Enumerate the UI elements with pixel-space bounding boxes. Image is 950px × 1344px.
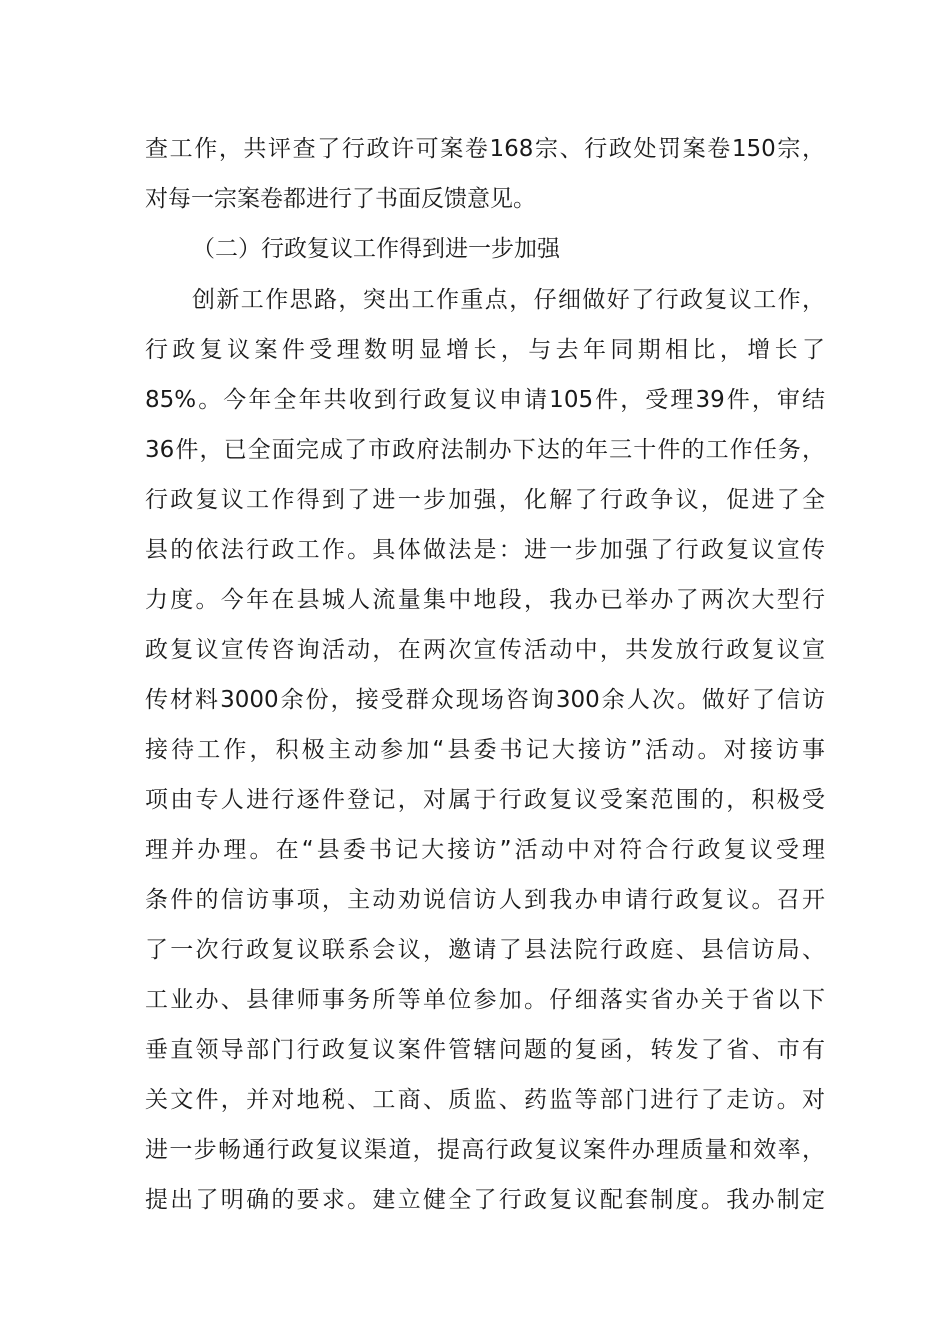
text-line-2: 对每一宗案卷都进行了书面反馈意见。 <box>145 186 536 212</box>
text-line-1: 查工作，共评查了行政许可案卷168宗、行政处罚案卷150宗， <box>145 136 825 162</box>
text-line-6: 85%。今年全年共收到行政复议申请105件，受理39件，审结 <box>145 387 825 413</box>
text-line-15: 理并办理。在“县委书记大接访”活动中对符合行政复议受理 <box>145 837 825 863</box>
text-line-19: 垂直领导部门行政复议案件管辖问题的复函，转发了省、市有 <box>145 1037 825 1063</box>
text-line-13: 接待工作，积极主动参加“县委书记大接访”活动。对接访事 <box>145 737 825 763</box>
text-line-16: 条件的信访事项，主动劝说信访人到我办申请行政复议。召开 <box>145 887 825 913</box>
section-heading: （二）行政复议工作得到进一步加强 <box>192 236 560 262</box>
text-line-11: 政复议宣传咨询活动，在两次宣传活动中，共发放行政复议宣 <box>145 637 825 663</box>
text-line-8: 行政复议工作得到了进一步加强，化解了行政争议，促进了全 <box>145 487 825 513</box>
text-line-10: 力度。今年在县城人流量集中地段，我办已举办了两次大型行 <box>145 587 825 613</box>
text-line-7: 36件，已全面完成了市政府法制办下达的年三十件的工作任务， <box>145 437 825 463</box>
text-line-17: 了一次行政复议联系会议，邀请了县法院行政庭、县信访局、 <box>145 937 825 963</box>
text-line-22: 提出了明确的要求。建立健全了行政复议配套制度。我办制定 <box>145 1187 825 1213</box>
text-line-12: 传材料3000余份，接受群众现场咨询300余人次。做好了信访 <box>145 687 825 713</box>
text-line-14: 项由专人进行逐件登记，对属于行政复议受案范围的，积极受 <box>145 787 825 813</box>
text-line-21: 进一步畅通行政复议渠道，提高行政复议案件办理质量和效率， <box>145 1137 825 1163</box>
text-line-18: 工业办、县律师事务所等单位参加。仔细落实省办关于省以下 <box>145 987 825 1013</box>
text-line-9: 县的依法行政工作。具体做法是：进一步加强了行政复议宣传 <box>145 537 825 563</box>
text-line-5: 行政复议案件受理数明显增长，与去年同期相比，增长了 <box>145 337 825 363</box>
paragraph-first-line: 创新工作思路，突出工作重点，仔细做好了行政复议工作， <box>192 287 825 313</box>
text-line-20: 关文件，并对地税、工商、质监、药监等部门进行了走访。对 <box>145 1087 825 1113</box>
